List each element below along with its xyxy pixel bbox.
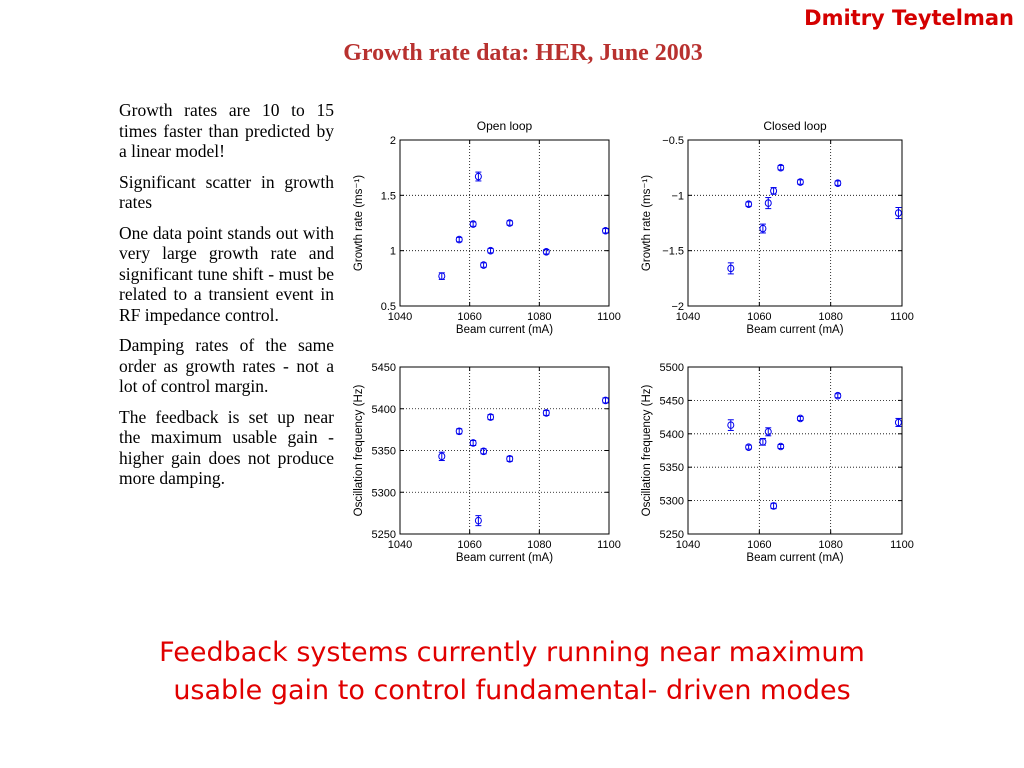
x-tick-label: 1060 <box>457 539 482 551</box>
x-tick-label: 1040 <box>387 539 413 551</box>
y-tick-label: 5400 <box>371 403 396 416</box>
y-tick-label: 1.5 <box>380 190 396 203</box>
plot-area <box>688 140 902 306</box>
x-axis-label: Beam current (mA) <box>455 552 554 564</box>
chart-open-loop-growth <box>353 119 621 336</box>
y-tick-label: −2 <box>671 301 684 313</box>
chart-closed-loop-frequency <box>641 362 914 564</box>
y-axis-label: Growth rate (ms⁻¹) <box>353 174 365 272</box>
y-tick-label: 5450 <box>659 395 684 408</box>
conclusion-line: Feedback systems currently running near maximum <box>159 637 865 668</box>
author-name: Dmitry Teytelman <box>804 6 1014 30</box>
y-tick-label: 5250 <box>659 529 684 541</box>
x-tick-label: 1040 <box>387 311 413 323</box>
y-tick-label: 5350 <box>371 445 396 458</box>
y-axis-label: Oscillation frequency (Hz) <box>353 384 365 517</box>
chart-title: Closed loop <box>763 119 827 133</box>
x-tick-label: 1080 <box>527 539 552 551</box>
x-axis-label: Beam current (mA) <box>746 552 844 564</box>
x-tick-label: 1080 <box>818 311 843 323</box>
y-tick-label: 5500 <box>659 362 684 374</box>
chart-closed-loop-growth <box>641 119 914 336</box>
y-tick-label: 5250 <box>371 529 396 541</box>
x-axis-label: Beam current (mA) <box>746 324 844 336</box>
x-tick-label: 1080 <box>527 311 552 323</box>
note-paragraph: One data point stands out with very large growth rate and significant tune shift - must be related to a transient event in RF impedance control. <box>119 222 334 325</box>
x-tick-label: 1060 <box>747 539 772 551</box>
plot-area <box>400 140 609 306</box>
y-tick-label: −0.5 <box>662 135 684 147</box>
plot-area <box>688 367 902 534</box>
y-tick-label: 1 <box>389 245 396 258</box>
note-paragraph: Damping rates of the same order as growth rates - not a lot of control margin. <box>119 335 334 396</box>
y-tick-label: −1 <box>671 190 684 203</box>
y-tick-label: 0.5 <box>380 301 396 313</box>
y-tick-label: 5350 <box>659 462 684 475</box>
x-axis-label: Beam current (mA) <box>455 324 554 336</box>
slide-title: Growth rate data: HER, June 2003 <box>343 40 703 66</box>
conclusion-text <box>0 634 1024 710</box>
y-axis-label: Growth rate (ms⁻¹) <box>641 174 653 272</box>
note-paragraph: Significant scatter in growth rates <box>119 171 334 212</box>
x-tick-label: 1100 <box>597 539 621 551</box>
chart-open-loop-frequency <box>353 362 621 564</box>
chart-title: Open loop <box>476 119 533 133</box>
note-paragraph: The feedback is set up near the maximum usable gain - higher gain does not produce more damping. <box>119 406 334 488</box>
conclusion-line: usable gain to control fundamental- driven modes <box>173 675 851 706</box>
y-tick-label: 2 <box>389 135 396 147</box>
x-tick-label: 1100 <box>597 311 621 323</box>
x-tick-label: 1100 <box>890 311 914 323</box>
y-tick-label: −1.5 <box>662 245 684 258</box>
x-tick-label: 1060 <box>747 311 772 323</box>
x-tick-label: 1040 <box>675 311 701 323</box>
x-tick-label: 1080 <box>818 539 843 551</box>
y-tick-label: 5450 <box>371 362 396 374</box>
note-paragraph: Growth rates are 10 to 15 times faster than predicted by a linear model! <box>119 100 334 161</box>
y-axis-label: Oscillation frequency (Hz) <box>641 384 653 517</box>
y-tick-label: 5300 <box>659 495 684 508</box>
y-tick-label: 5400 <box>659 428 684 441</box>
x-tick-label: 1060 <box>457 311 482 323</box>
x-tick-label: 1100 <box>890 539 914 551</box>
x-tick-label: 1040 <box>675 539 701 551</box>
y-tick-label: 5300 <box>371 487 396 500</box>
